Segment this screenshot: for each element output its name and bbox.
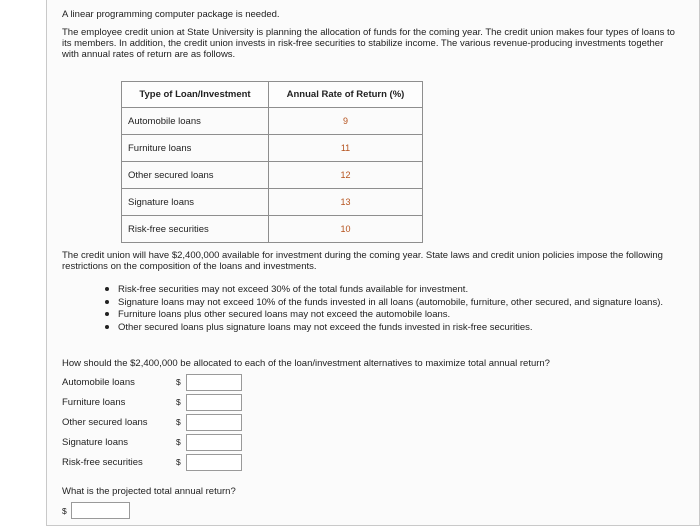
currency-symbol: $ xyxy=(62,506,67,516)
bullet-icon xyxy=(105,287,109,291)
allocation-label: Automobile loans xyxy=(62,377,135,388)
list-item xyxy=(118,284,678,295)
problem-heading: A linear programming computer package is needed. xyxy=(62,9,280,20)
list-item xyxy=(118,297,678,308)
constraint-text: Signature loans may not exceed 10% of the funds invested in all loans (automobile, furniture, other secured, and signature loans). xyxy=(118,296,663,308)
rates-table xyxy=(121,81,423,243)
constraints-list xyxy=(118,284,678,334)
bullet-icon xyxy=(105,312,109,316)
problem-intro: The employee credit union at State University is planning the allocation of funds for the coming year. The credit union makes four types of loans to its members. In addition, the credit union invests in risk-free securities to stabilize income. The various revenue-producing investments together with annual rates of return are as follows. xyxy=(62,27,675,60)
table-row xyxy=(122,162,423,189)
allocation-label: Other secured loans xyxy=(62,417,148,428)
table-row xyxy=(122,108,423,135)
constraint-text: Risk-free securities may not exceed 30% of the total funds available for investment. xyxy=(118,284,469,295)
currency-symbol: $ xyxy=(176,377,181,387)
loan-type-cell: Risk-free securities xyxy=(122,216,269,243)
table-header-row xyxy=(122,82,423,108)
bullet-icon xyxy=(105,300,109,304)
loan-type-cell: Signature loans xyxy=(122,189,269,216)
loan-type-cell: Automobile loans xyxy=(122,108,269,135)
bullet-icon xyxy=(105,325,109,329)
risk-free-securities-input[interactable] xyxy=(186,454,242,471)
allocation-question: How should the $2,400,000 be allocated to each of the loan/investment alternatives to maximize total annual return? xyxy=(62,358,550,369)
column-header-rate: Annual Rate of Return (%) xyxy=(269,82,423,108)
rate-cell: 9 xyxy=(269,108,423,135)
automobile-loans-input[interactable] xyxy=(186,374,242,391)
signature-loans-input[interactable] xyxy=(186,434,242,451)
table-row xyxy=(122,135,423,162)
allocation-label: Risk-free securities xyxy=(62,457,143,468)
rate-cell: 13 xyxy=(269,189,423,216)
other-secured-loans-input[interactable] xyxy=(186,414,242,431)
total-return-input[interactable] xyxy=(71,502,130,519)
allocation-label: Furniture loans xyxy=(62,397,126,408)
currency-symbol: $ xyxy=(176,417,181,427)
constraint-text: Other secured loans plus signature loans may not exceed the funds invested in risk-free securities. xyxy=(118,321,533,333)
return-question: What is the projected total annual return? xyxy=(62,486,236,497)
rate-cell: 10 xyxy=(269,216,423,243)
constraints-intro: The credit union will have $2,400,000 available for investment during the coming year. State laws and credit union policies impose the following restrictions on the composition of the loans and investments. xyxy=(62,250,663,272)
rate-cell: 11 xyxy=(269,135,423,162)
column-header-type: Type of Loan/Investment xyxy=(122,82,269,108)
constraint-text: Furniture loans plus other secured loans may not exceed the automobile loans. xyxy=(118,309,451,320)
loan-type-cell: Other secured loans xyxy=(122,162,269,189)
currency-symbol: $ xyxy=(176,437,181,447)
rate-cell: 12 xyxy=(269,162,423,189)
list-item xyxy=(118,322,678,333)
furniture-loans-input[interactable] xyxy=(186,394,242,411)
table-row xyxy=(122,216,423,243)
table-row xyxy=(122,189,423,216)
list-item xyxy=(118,309,678,320)
allocation-label: Signature loans xyxy=(62,437,129,448)
loan-type-cell: Furniture loans xyxy=(122,135,269,162)
currency-symbol: $ xyxy=(176,457,181,467)
currency-symbol: $ xyxy=(176,397,181,407)
